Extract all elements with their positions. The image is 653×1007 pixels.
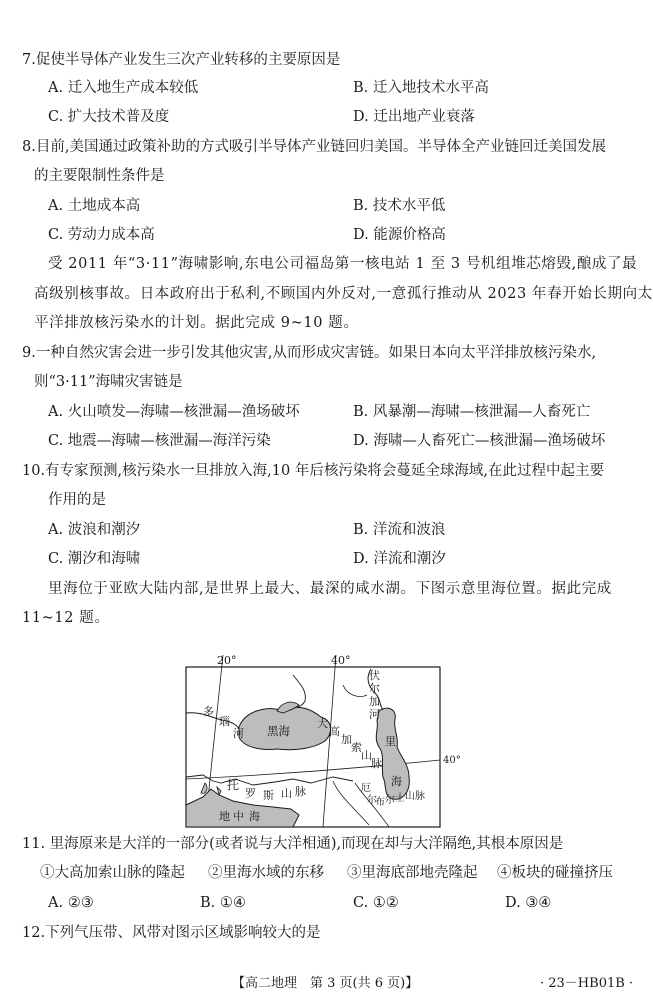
q8-option-a: A. 土地成本高 xyxy=(48,198,141,214)
label-taurus-4: 山 xyxy=(281,787,292,800)
q7-option-d: D. 迁出地产业衰落 xyxy=(353,109,475,125)
passage2-line1: 里海位于亚欧大陆内部,是世界上最大、最深的咸水湖。下图示意里海位置。据此完成 xyxy=(48,581,612,597)
q9-stem-line1: 9.一种自然灾害会进一步引发其他灾害,从而形成灾害链。如果日本向太平洋排放核污染水, xyxy=(22,345,597,361)
label-elburz-4: 尔 xyxy=(385,795,395,806)
passage1-line2: 高级别核事故。日本政府出于私利,不顾国内外反对,一意孤行推动从 2023 年春开始长期向太 xyxy=(34,286,653,302)
q9-option-d: D. 海啸—人畜死亡—核泄漏—渔场破坏 xyxy=(353,433,606,449)
label-taurus-1: 托 xyxy=(227,778,240,792)
q10-option-c: C. 潮汐和海啸 xyxy=(48,551,141,567)
passage2-line2: 11~12 题。 xyxy=(22,610,110,626)
q10-stem-line2: 作用的是 xyxy=(48,492,106,508)
q10-option-d: D. 洋流和潮汐 xyxy=(353,551,446,567)
q11-item-4: ④板块的碰撞挤压 xyxy=(497,865,613,881)
label-lon-40: 40° xyxy=(331,654,351,667)
label-mediterranean-3: 海 xyxy=(249,810,260,823)
q9-option-c: C. 地震—海啸—核泄漏—海洋污染 xyxy=(48,433,271,449)
label-lat-40: 40° xyxy=(443,755,461,766)
q12-stem: 12.下列气压带、风带对图示区域影响较大的是 xyxy=(22,925,321,941)
q11-option-a: A. ②③ xyxy=(48,895,94,911)
label-danube-2: 瑙 xyxy=(219,715,230,728)
q7-option-c: C. 扩大技术普及度 xyxy=(48,109,170,125)
q10-option-a: A. 波浪和潮汐 xyxy=(48,522,141,538)
q8-stem-line1: 8.目前,美国通过政策补助的方式吸引半导体产业链回归美国。半导体全产业链回迁美国发展 xyxy=(22,139,606,155)
label-elburz-3: 布 xyxy=(375,797,385,808)
label-caucasus-4: 索 xyxy=(351,741,362,754)
passage1-line1: 受 2011 年“3·11”海啸影响,东电公司福岛第一核电站 1 至 3 号机组堆芯熔毁,酿成了最 xyxy=(48,256,638,272)
label-mediterranean-1: 地 xyxy=(219,810,230,823)
label-volga-2: 尔 xyxy=(369,682,380,695)
label-taurus-5: 脉 xyxy=(295,785,306,798)
label-danube-3: 河 xyxy=(233,727,244,740)
passage1-line3: 平洋排放核污染水的计划。据此完成 9~10 题。 xyxy=(34,315,359,331)
label-caucasus-2: 高 xyxy=(329,725,340,738)
label-caucasus-6: 脉 xyxy=(371,757,382,770)
label-volga-4: 河 xyxy=(369,708,380,721)
label-caucasus-5: 山 xyxy=(361,749,372,762)
label-mediterranean-2: 中 xyxy=(233,810,244,823)
label-taurus-3: 斯 xyxy=(263,789,274,802)
label-elburz-2: 尔 xyxy=(367,795,377,806)
q9-stem-line2: 则“3·11”海啸灾害链是 xyxy=(34,374,183,390)
page-footer-code: · 23－HB01B · xyxy=(540,976,634,991)
label-danube-1: 多 xyxy=(203,705,214,718)
label-lon-20: 20° xyxy=(217,654,237,667)
page-footer-center: 【高二地理 第 3 页(共 6 页)】 xyxy=(232,976,419,991)
label-elburz-1: 厄 xyxy=(361,783,371,794)
q8-stem-line2: 的主要限制性条件是 xyxy=(34,168,165,184)
q7-option-a: A. 迁入地生产成本较低 xyxy=(48,80,199,96)
label-caspian-2: 海 xyxy=(391,775,402,788)
q10-stem-line1: 10.有专家预测,核污染水一旦排放入海,10 年后核污染将会蔓延全球海域,在此过程中起主要 xyxy=(22,463,604,479)
q11-item-2: ②里海水域的东移 xyxy=(208,865,324,881)
q8-option-b: B. 技术水平低 xyxy=(353,198,446,214)
q11-item-3: ③里海底部地壳隆起 xyxy=(347,865,478,881)
q11-option-d: D. ③④ xyxy=(505,895,552,911)
q7-stem: 7.促使半导体产业发生三次产业转移的主要原因是 xyxy=(22,52,341,68)
q7-option-b: B. 迁入地技术水平高 xyxy=(353,80,489,96)
label-caucasus-3: 加 xyxy=(341,733,352,746)
label-volga-3: 加 xyxy=(369,695,380,708)
label-volga-1: 伏 xyxy=(369,669,380,682)
label-caucasus-1: 大 xyxy=(317,717,328,730)
label-caspian-1: 里 xyxy=(385,735,396,748)
label-elburz-5: 士 xyxy=(395,793,405,804)
q11-stem: 11. 里海原来是大洋的一部分(或者说与大洋相通),而现在却与大洋隔绝,其根本原因是 xyxy=(22,836,564,852)
q10-option-b: B. 洋流和波浪 xyxy=(353,522,446,538)
q11-item-1: ①大高加索山脉的隆起 xyxy=(40,865,185,881)
caspian-location-map xyxy=(183,654,461,830)
label-elburz-7: 脉 xyxy=(415,791,425,802)
label-black-sea: 黑海 xyxy=(267,724,290,738)
label-elburz-6: 山 xyxy=(405,791,415,802)
q8-option-c: C. 劳动力成本高 xyxy=(48,227,155,243)
q9-option-b: B. 风暴潮—海啸—核泄漏—人畜死亡 xyxy=(353,404,591,420)
q11-option-c: C. ①② xyxy=(353,895,399,911)
q8-option-d: D. 能源价格高 xyxy=(353,227,446,243)
label-taurus-2: 罗 xyxy=(245,787,256,800)
q9-option-a: A. 火山喷发—海啸—核泄漏—渔场破坏 xyxy=(48,404,300,420)
q11-option-b: B. ①④ xyxy=(200,895,246,911)
